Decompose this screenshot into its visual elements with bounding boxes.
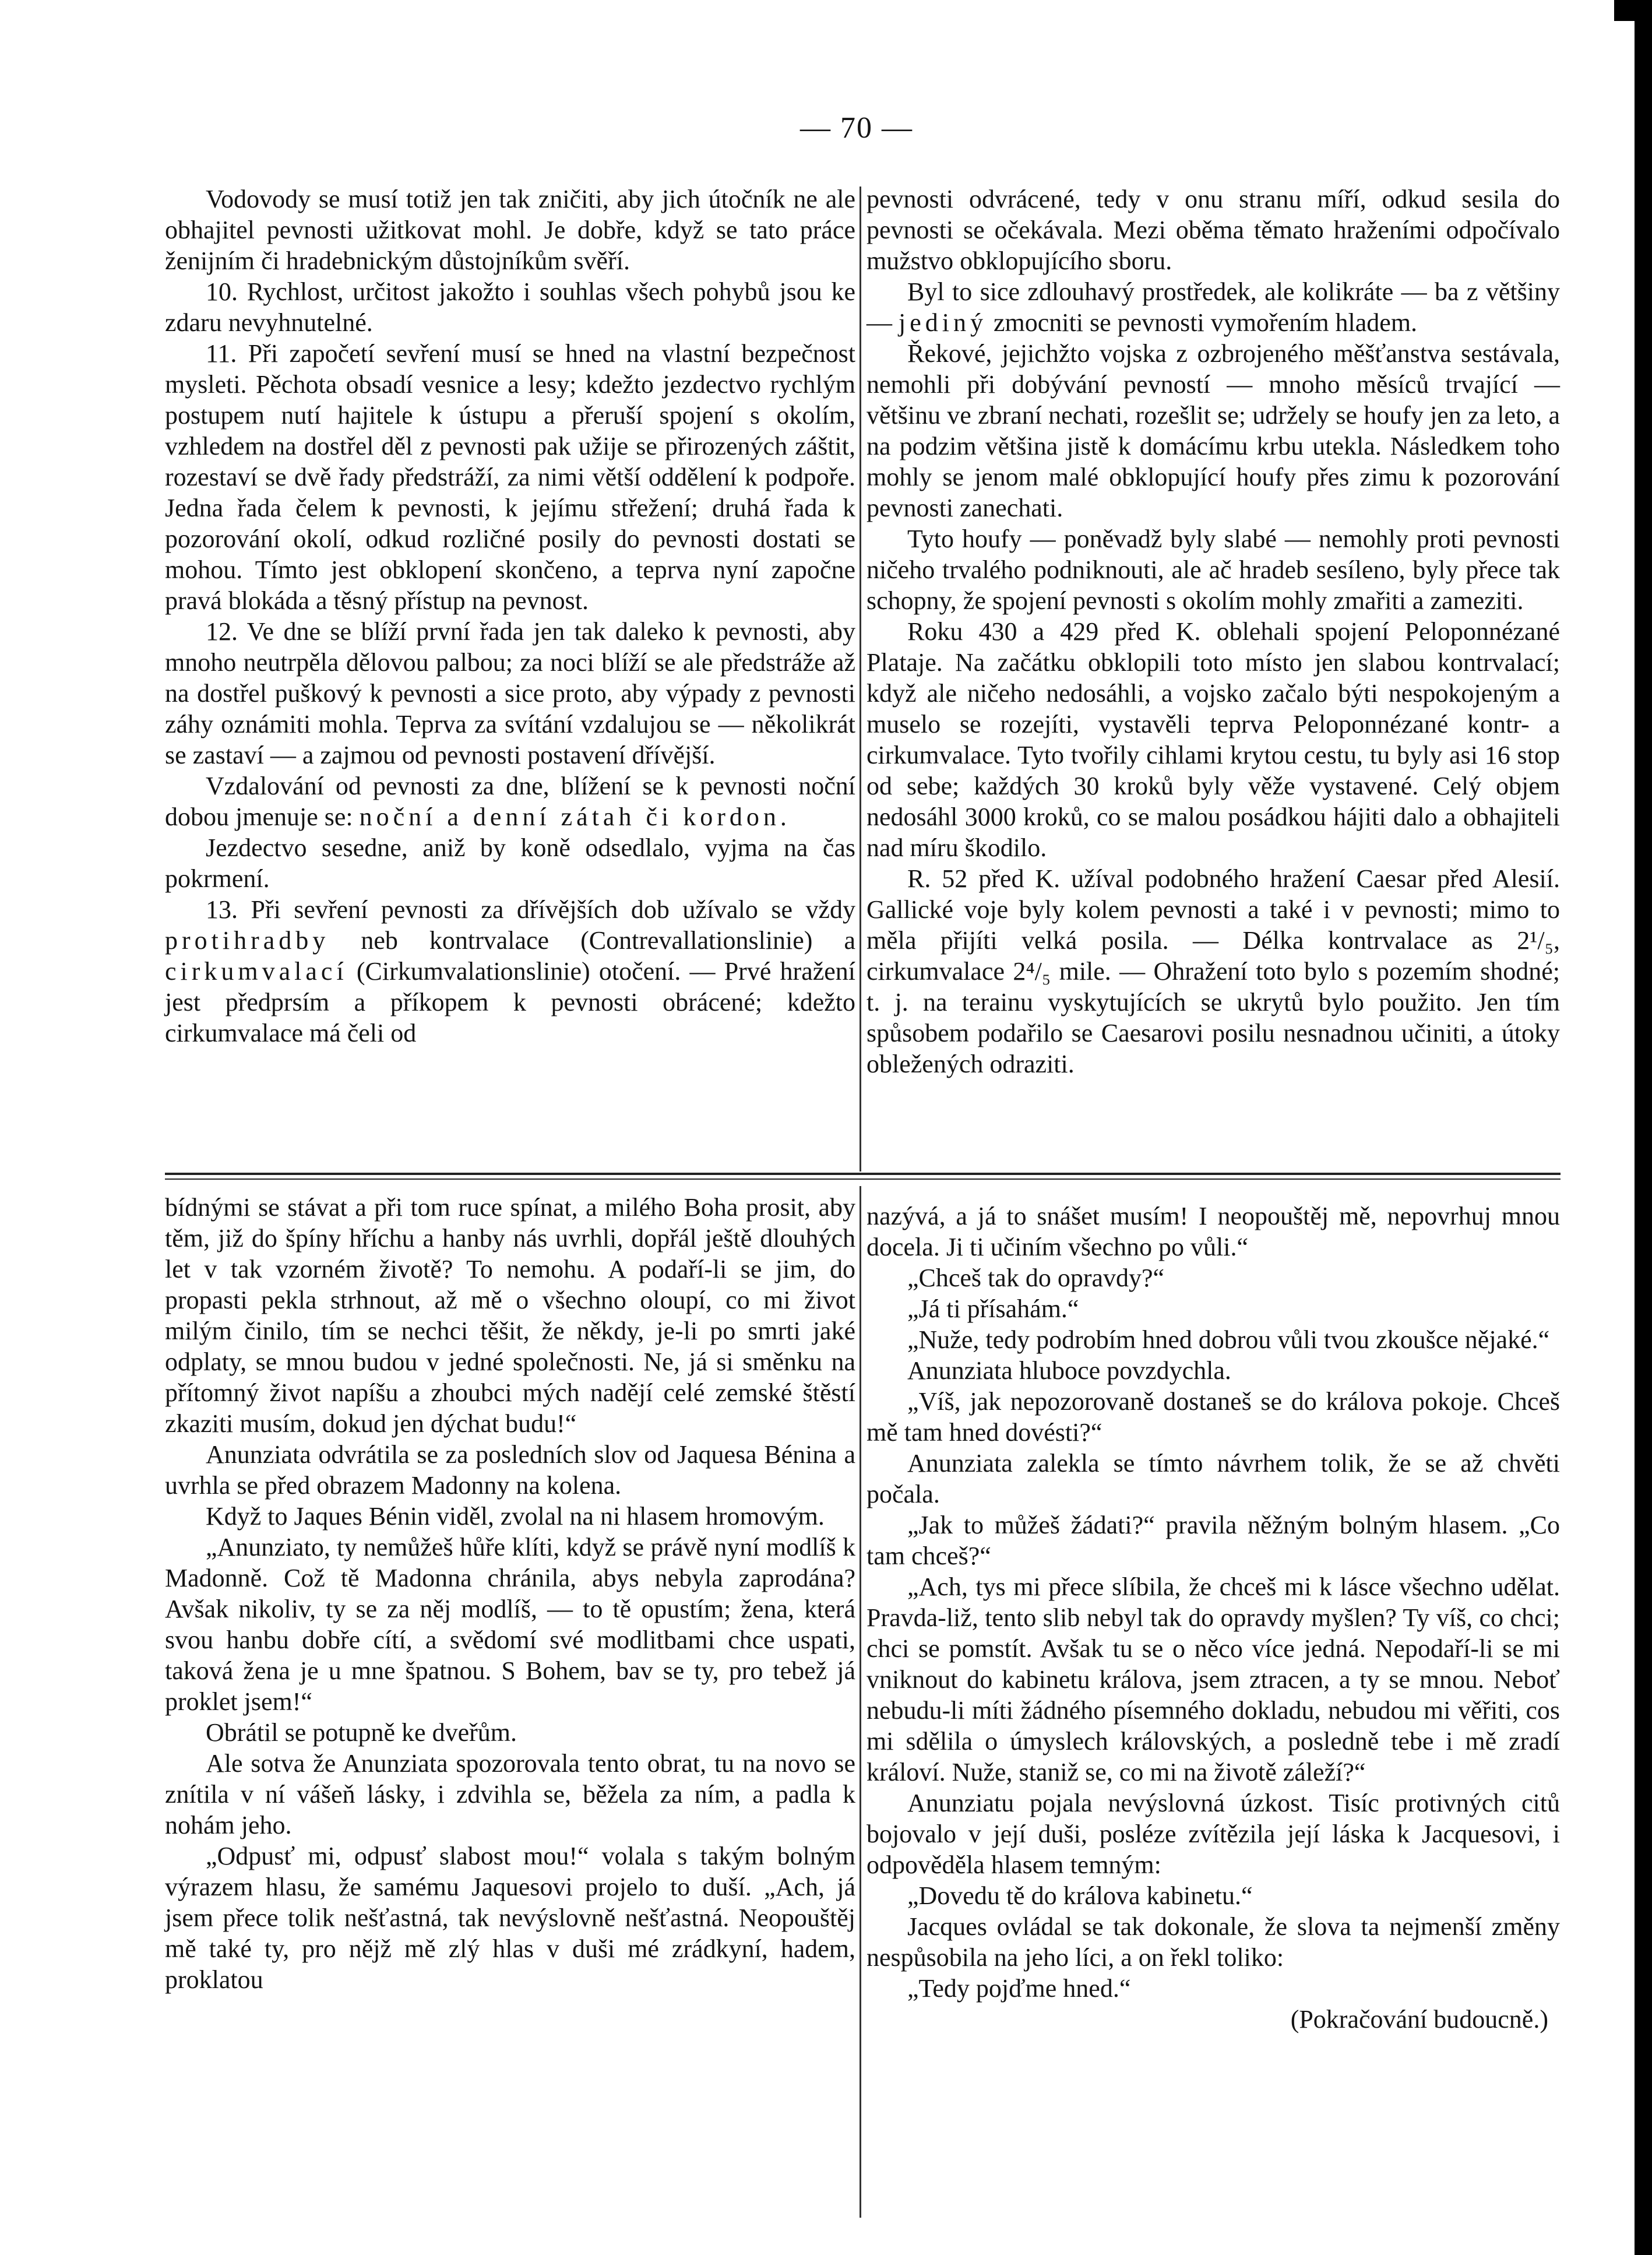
story-paragraph: Anunziatu pojala nevýslovná úzkost. Tisíc protivných citů bojovalo v její duši, posléze zvítězila její láska k Jacquesovi, i odpověděla hlasem temným: xyxy=(866,1789,1560,1879)
story-paragraph: „Odpusť mi, odpusť slabost mou!“ volala s takým bolným výrazem hlasu, že samému Jaquesovi projelo to duší. „Ach, já jsem přece tolik nešťastná, tak nevýslovně nešťastná. Neopouštěj mě také ty, pro nějž mě zlý hlas v duši mé zrádkyní, hadem, proklatou xyxy=(165,1842,855,1994)
story-paragraph: „Chceš tak do opravdy?“ xyxy=(907,1264,1165,1292)
paragraph-text: Vzdalování od pevnosti za dne, blížení se k pevnosti noční dobou jmenuje se: xyxy=(165,772,855,831)
story-paragraph: „Dovedu tě do králova kabinetu.“ xyxy=(907,1881,1253,1910)
story-paragraph: Anunziata odvrátila se za posledních slov od Jaquesa Bénina a uvrhla se před obrazem Madonny na kolena. xyxy=(165,1440,855,1500)
spaced-term: jediný xyxy=(899,308,987,337)
story-paragraph: Ale sotva že Anunziata spozorovala tento obrat, tu na novo se znítila v ní vášeň lásky, i zdvihla se, běžela za ním, a padla k nohám jeho. xyxy=(165,1749,855,1839)
article-column-left xyxy=(165,184,855,1169)
article-paragraph: Roku 430 a 429 před K. oblehali spojení Peloponnézané Plataje. Na začátku obklopili toto místo jen slabou kontrvalací; když ale ničeho nedosáhli, a vojsko začalo býti nespokojeným a muselo se rozejíti, vystavěli teprva Peloponnézané kontr- a cirkumvalace. Tyto tvořily cihlami krytou cestu, tu byly asi 16 stop od sebe; každých 30 kroků byly věže vystavené. Celý objem nedosáhl 3000 kroků, co se malou posádkou hájiti dalo a obhajiteli nad míru škodilo. xyxy=(866,617,1560,862)
story-paragraph: Když to Jaques Bénin viděl, zvolal na ni hlasem hromovým. xyxy=(206,1502,825,1531)
story-paragraph: „Nuže, tedy podrobím hned dobrou vůli tvou zkoušce nějaké.“ xyxy=(907,1325,1550,1354)
section-divider-thin xyxy=(165,1178,1561,1180)
spaced-term: cirkumvalací xyxy=(165,957,348,986)
article-paragraph: 10. Rychlost, určitost jakožto i souhlas všech pohybů jsou ke zdaru nevyhnutelné. xyxy=(165,277,855,337)
article-paragraph xyxy=(866,276,1560,338)
spaced-term: noční a denní zátah či kordon xyxy=(359,803,780,831)
continuation-note: (Pokračování budoucně.) xyxy=(1290,2005,1548,2034)
article-paragraph: pevnosti odvrácené, tedy v onu stranu míří, odkud sesila do pevnosti se očekávala. Mezi oběma těmato hraženími odpočívalo mužstvo obklopujícího sboru. xyxy=(866,185,1560,275)
story-paragraph: „Tedy pojďme hned.“ xyxy=(907,1974,1131,2003)
article-paragraph xyxy=(165,894,855,1049)
page-number: — 70 — xyxy=(800,111,913,145)
story-paragraph: bídnými se stávat a při tom ruce spínat, a milého Boha prosit, aby těm, již do špíny hříchu a hanby nás uvrhli, dopřál ještě dlouhých let v tak vzorném životě? To nemohu. A podaří-li se jim, do propasti pekla strhnout, až mě o všechno oloupí, co mi život milým činilo, tím se nechci těšit, že někdy, je-li po smrti jaké odplaty, se mnou budou v jedné společnosti. Ne, já si směnku na přítomný život napíšu a zhoubci mých nadějí celé zemské štěstí zkaziti musím, dokud jen dýchat budu!“ xyxy=(165,1193,855,1438)
scan-border-top xyxy=(1614,0,1652,21)
article-paragraph: Vodovody se musí totiž jen tak zničiti, aby jich útočník ne ale obhajitel pevnosti užitkovat mohl. Je dobře, když se tato práce ženijním či hradebnickým důstojníkům svěří. xyxy=(165,185,855,275)
spaced-term: protihradby xyxy=(165,926,330,955)
story-paragraph: „Jak to můžeš žádati?“ pravila něžným bolným hlasem. „Co tam chceš?“ xyxy=(866,1511,1560,1570)
story-paragraph: „Víš, jak nepozorovaně dostaneš se do králova pokoje. Chceš mě tam hned dovésti?“ xyxy=(866,1387,1560,1447)
story-column-left xyxy=(165,1192,855,2218)
column-divider xyxy=(860,1186,861,2218)
article-paragraph: Tyto houfy — poněvadž byly slabé — nemohly proti pevnosti ničeho trvalého podniknouti, ale ač hradeb sesíleno, byly přece tak schopny, že spojení pevnosti s okolím mohly zmařiti a zameziti. xyxy=(866,525,1560,615)
article-paragraph: R. 52 před K. užíval podobného hražení Caesar před Alesií. Gallické voje byly kolem pevnosti a také i v pevnosti; mimo to měla přijíti velká posila. — Délka kontrvalace as 2¹/₅, cirkumvalace 2⁴/₅ mile. — Ohražení toto bylo s pozemím shodné; t. j. na terainu vyskytujících se ukrytů bylo použito. Jen tím spůsobem podařilo se Caesarovi posilu nesnadnou učiniti, a útoky obležených odraziti. xyxy=(866,864,1560,1078)
paragraph-text: . xyxy=(780,803,787,831)
paragraph-text: zmocniti se pevnosti vymořením hladem. xyxy=(987,308,1418,337)
paragraph-text: (Cirkumvalationslinie) otočení. — Prvé hražení jest předprsím a příkopem k pevnosti obrácené; kdežto cirkumvalace má čeli od xyxy=(165,957,855,1047)
story-paragraph: Obrátil se potupně ke dveřům. xyxy=(206,1718,517,1747)
article-paragraph: Řekové, jejichžto vojska z ozbrojeného měšťanstva sestávala, nemohli při dobývání pevností — mnoho měsíců trvající — většinu ve zbraní nechati, rozešlit se; udržely se houfy jen za leto, a na podzim většina jistě k domácímu krbu utekla. Následkem toho mohly se jenom malé obklopující houfy přes zimu k pozorování pevnosti zanechati. xyxy=(866,339,1560,522)
story-paragraph: Anunziata hluboce povzdychla. xyxy=(907,1356,1231,1385)
story-paragraph: „Já ti přísahám.“ xyxy=(907,1294,1079,1323)
article-paragraph: 11. Při započetí sevření musí se hned na vlastní bezpečnost mysleti. Pěchota obsadí vesnice a lesy; kdežto jezdectvo rychlým postupem nutí hajitele k ústupu a přeruší spojení s okolím, vzhledem na dostřel děl z pevnosti pak užije se přirozených záštit, rozestaví se dvě řady předstráží, za nimi větší oddělení k podpoře. Jedna řada čelem k pevnosti, k jejímu střežení; druhá řada k pozorování okolí, odkud rozličné posily do pevnosti dostati se mohou. Tímto jest obklopení skončeno, a teprva nyní započne pravá blokáda a těsný přístup na pevnost. xyxy=(165,339,855,615)
article-paragraph xyxy=(165,771,855,832)
column-divider xyxy=(860,187,861,1172)
paragraph-text: 13. Při sevření pevnosti za dřívějších dob užívalo se vždy xyxy=(206,895,855,924)
section-divider xyxy=(165,1173,1561,1175)
article-column-right xyxy=(866,184,1560,1169)
article-paragraph: 12. Ve dne se blíží první řada jen tak daleko k pevnosti, aby mnoho neutrpěla dělovou palbou; za noci blíží se ale předstráže až na dostřel puškový k pevnosti a sice proto, aby výpady z pevnosti záhy oznámiti mohla. Teprva za svítání vzdalujou se — několikrát se zastaví — a zajmou od pevnosti postavení dřívější. xyxy=(165,617,855,769)
paragraph-text: Byl to sice zdlouhavý prostředek, ale kolikráte — ba z většiny — xyxy=(866,277,1560,337)
paragraph-text: neb kontrvalace (Contrevallationslinie) a xyxy=(329,926,855,955)
scan-border-right xyxy=(1635,0,1652,2255)
story-paragraph: nazývá, a já to snášet musím! I neopouštěj mě, nepovrhuj mnou docela. Ji ti učiním všechno po vůli.“ xyxy=(866,1202,1560,1261)
story-paragraph: „Anunziato, ty nemůžeš hůře klíti, když se právě nyní modlíš k Madonně. Což tě Madonna chránila, abys nebyla zaprodána? Avšak nikoliv, ty se za něj modlíš, — to tě opustím; žena, která svou hanbu dobře cítí, a svědomí své modlitbami chce uspati, taková žena je u mne špatnou. S Bohem, bav se ty, pro tebež já proklet jsem!“ xyxy=(165,1533,855,1716)
story-column-right xyxy=(866,1201,1560,2226)
story-paragraph: Anunziata zalekla se tímto návrhem tolik, že se až chvěti počala. xyxy=(866,1449,1560,1508)
story-paragraph: „Ach, tys mi přece slíbila, že chceš mi k lásce všechno udělat. Pravda-liž, tento slib nebyl tak do opravdy myšlen? Ty víš, co chci; chci se pomstít. Avšak tu se o něco více jedná. Nepodaří-li se mi vniknout do kabinetu králova, jsem ztracen, a ty se mnou. Neboť nebudu-li míti žádného písemného dokladu, nebudou mi věřiti, cos mi sdělila o úmyslech královských, a posledně tebe i mě zradí královí. Nuže, staniž se, co mi na životě záleží?“ xyxy=(866,1572,1560,1786)
article-paragraph: Jezdectvo sesedne, aniž by koně odsedlalo, vyjma na čas pokrmení. xyxy=(165,833,855,893)
story-paragraph: Jacques ovládal se tak dokonale, že slova ta nejmenší změny nespůsobila na jeho líci, a on řekl toliko: xyxy=(866,1912,1560,1972)
